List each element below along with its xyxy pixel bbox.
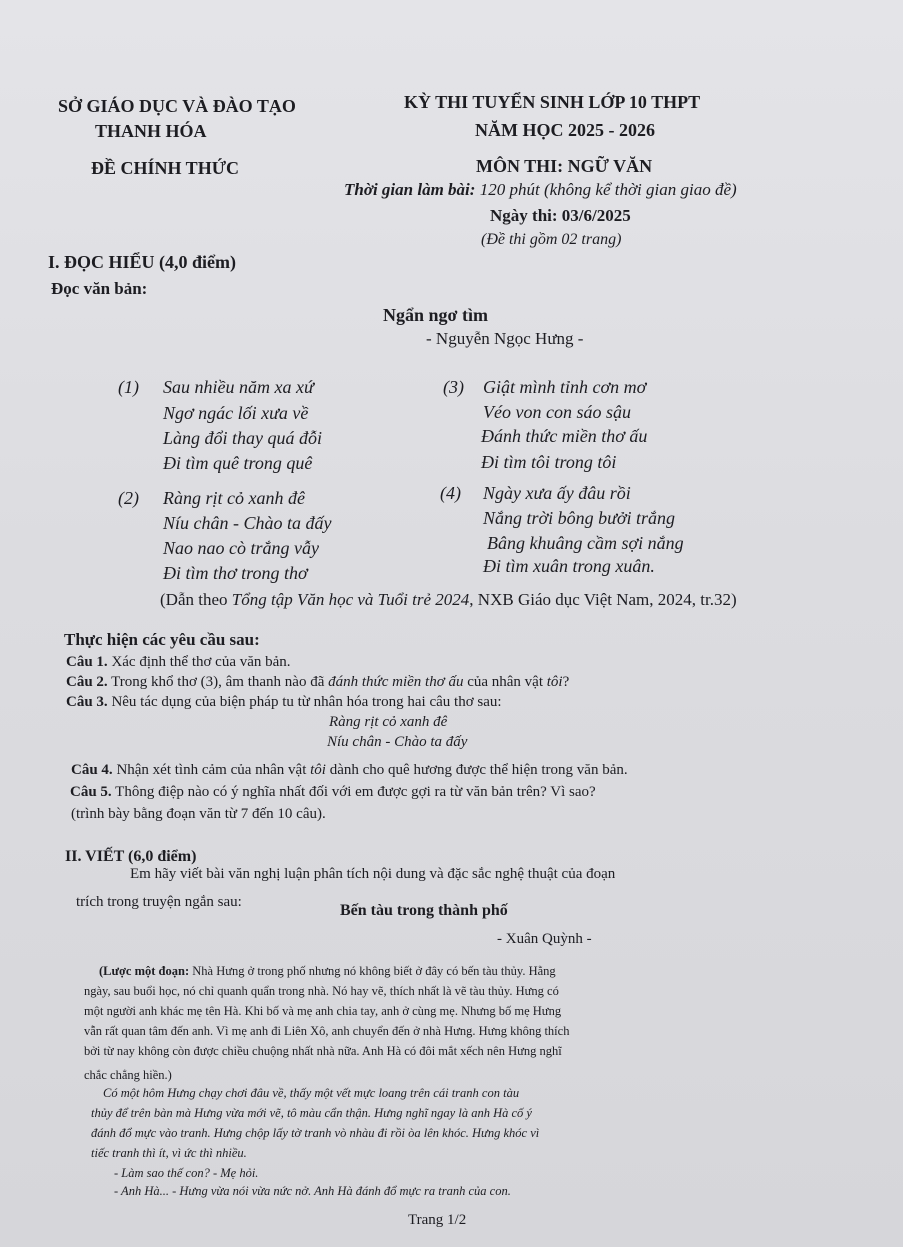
part2-heading: II. VIẾT (6,0 điểm)	[65, 848, 197, 865]
stanza-2-line-1: Ràng rịt cỏ xanh đê	[163, 488, 305, 508]
official-label: ĐỀ CHÍNH THỨC	[91, 158, 240, 178]
stanza-2-number: (2)	[118, 488, 139, 508]
exam-date: Ngày thi: 03/6/2025	[490, 206, 631, 225]
story-author: - Xuân Quỳnh -	[497, 931, 592, 947]
summary-line-1: (Lược một đoạn: Nhà Hưng ở trong phố nhưng nó không biết ở đây có bến tàu thủy. Hằng	[99, 964, 556, 978]
province-name: THANH HÓA	[95, 121, 207, 141]
stanza-1-number: (1)	[118, 377, 139, 397]
story-title: Bến tàu trong thành phố	[340, 902, 508, 919]
stanza-3-number: (3)	[443, 377, 464, 397]
pages-note: (Đề thi gồm 02 trang)	[481, 231, 622, 248]
summary-line-2: ngày, sau buổi học, nó chỉ quanh quẩn trong nhà. Nó hay vẽ, thích nhất là vẽ tàu thủy. Hưng có	[84, 984, 559, 998]
department-name: SỞ GIÁO DỤC VÀ ĐÀO TẠO	[58, 96, 296, 116]
part2-prompt-line-2: trích trong truyện ngắn sau:	[76, 894, 242, 910]
stanza-3-line-3: Đánh thức miền thơ ấu	[481, 426, 648, 446]
reading-instruction: Đọc văn bản:	[51, 279, 148, 298]
stanza-2-line-2: Níu chân - Chào ta đấy	[163, 513, 332, 533]
stanza-4-line-3: Bâng khuâng cầm sợi nắng	[487, 533, 684, 553]
summary-line-3: một người anh khác mẹ tên Hà. Khi bố và mẹ anh chia tay, anh ở cùng mẹ. Nhưng bố mẹ Hưng	[84, 1004, 562, 1018]
poem-source: (Dẫn theo Tổng tập Văn học và Tuổi trẻ 2024, NXB Giáo dục Việt Nam, 2024, tr.32)	[160, 590, 737, 609]
question-2: Câu 2. Trong khổ thơ (3), âm thanh nào đã đánh thức miền thơ ấu của nhân vật tôi?	[66, 674, 570, 690]
stanza-1-line-3: Làng đổi thay quá đỗi	[163, 428, 323, 448]
question-5-note: (trình bày bằng đoạn văn từ 7 đến 10 câu).	[71, 806, 326, 822]
poem-author: - Nguyễn Ngọc Hưng -	[426, 329, 584, 348]
summary-line-6: chắc chẳng hiền.)	[84, 1068, 172, 1082]
part1-heading: I. ĐỌC HIỂU (4,0 điểm)	[48, 252, 236, 272]
exam-title: KỲ THI TUYỂN SINH LỚP 10 THPT	[404, 92, 701, 112]
subject: MÔN THI: NGỮ VĂN	[476, 156, 653, 176]
stanza-3-line-4: Đi tìm tôi trong tôi	[481, 452, 617, 472]
stanza-3-line-1: Giật mình tỉnh cơn mơ	[483, 377, 647, 397]
stanza-4-line-1: Ngày xưa ấy đâu rồi	[483, 483, 631, 503]
story-line-6: - Anh Hà... - Hưng vừa nói vừa nức nở. Anh Hà đánh đổ mực ra tranh của con.	[114, 1184, 511, 1198]
question-5: Câu 5. Thông điệp nào có ý nghĩa nhất đối với em được gợi ra từ văn bản trên? Vì sao?	[70, 784, 596, 800]
school-year: NĂM HỌC 2025 - 2026	[475, 120, 655, 140]
summary-line-5: bởi từ nay không còn được chiều chuộng nhất nhà nữa. Anh Hà có đôi mắt xếch nên Hưng nghĩ	[84, 1044, 562, 1058]
stanza-2-line-4: Đi tìm thơ trong thơ	[163, 563, 308, 583]
story-line-2: thủy để trên bàn mà Hưng vừa mới vẽ, tô màu cẩn thận. Hưng nghĩ ngay là anh Hà cố ý	[91, 1106, 532, 1120]
question-3-quote-1: Ràng rịt cỏ xanh đê	[329, 714, 448, 730]
question-3: Câu 3. Nêu tác dụng của biện pháp tu từ nhân hóa trong hai câu thơ sau:	[66, 694, 502, 710]
question-3-quote-2: Níu chân - Chào ta đấy	[327, 734, 468, 750]
story-line-3: đánh đổ mực vào tranh. Hưng chộp lấy tờ tranh vò nhàu đi rồi òa lên khóc. Hưng khóc vì	[91, 1126, 540, 1140]
page-number: Trang 1/2	[408, 1212, 467, 1228]
part2-prompt-line-1: Em hãy viết bài văn nghị luận phân tích nội dung và đặc sắc nghệ thuật của đoạn	[130, 866, 616, 882]
stanza-1-line-2: Ngơ ngác lối xưa về	[163, 403, 309, 423]
story-line-5: - Làm sao thế con? - Mẹ hỏi.	[114, 1166, 259, 1180]
stanza-3-line-2: Véo von con sáo sậu	[483, 402, 631, 422]
tasks-heading: Thực hiện các yêu cầu sau:	[64, 630, 260, 649]
stanza-4-number: (4)	[440, 483, 461, 503]
question-1: Câu 1. Xác định thể thơ của văn bản.	[66, 654, 291, 670]
time-line: Thời gian làm bài: 120 phút (không kể thời gian giao đề)	[344, 180, 737, 199]
stanza-1-line-4: Đi tìm quê trong quê	[163, 453, 313, 473]
poem-title: Ngẩn ngơ tìm	[383, 305, 488, 325]
stanza-2-line-3: Nao nao cò trắng vẫy	[163, 538, 319, 558]
stanza-4-line-2: Nắng trời bông bưởi trắng	[483, 508, 676, 528]
question-4: Câu 4. Nhận xét tình cảm của nhân vật tôi dành cho quê hương được thể hiện trong văn bản.	[71, 762, 628, 778]
stanza-1-line-1: Sau nhiều năm xa xứ	[163, 377, 314, 397]
stanza-4-line-4: Đi tìm xuân trong xuân.	[483, 556, 655, 576]
story-line-4: tiếc tranh thì ít, vì ức thì nhiều.	[91, 1146, 247, 1160]
summary-line-4: vẫn rất quan tâm đến anh. Vì mẹ anh đi Liên Xô, anh chuyển đến ở nhà Hưng. Hưng không thích	[84, 1024, 570, 1038]
story-line-1: Có một hôm Hưng chạy chơi đâu về, thấy một vết mực loang trên cái tranh con tàu	[103, 1086, 520, 1100]
